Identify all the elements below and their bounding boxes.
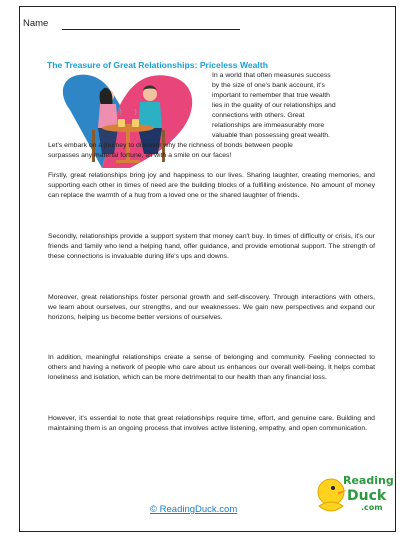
intro-line: relationships are immeasurably more xyxy=(212,122,325,129)
name-field-line[interactable] xyxy=(62,29,240,30)
intro-line: Let's embark on a journey to discover why the richness of bonds between people xyxy=(48,142,293,149)
name-label: Name xyxy=(23,18,49,29)
intro-line: In a world that often measures success xyxy=(212,72,331,79)
footer-link[interactable]: © ReadingDuck.com xyxy=(150,504,238,515)
intro-line: connections with others. Great xyxy=(212,112,305,119)
body-paragraph: However, it's essential to note that great relationships require time, effort, and genuine care. Building and maintaining them is an ongoing process that involves active listening, empathy, and open communication. xyxy=(48,415,375,432)
logo-text-reading: Reading xyxy=(343,474,394,487)
body-paragraph: Secondly, relationships provide a support system that money can't buy. In times of difficulty or crisis, it's our friends and family who lend a helping hand, offer guidance, and provide emotional support. The strength of these connections is invaluable during life's ups and downs. xyxy=(48,233,375,260)
intro-line: valuable than possessing great wealth. xyxy=(212,132,330,139)
logo-text-duck: Duck xyxy=(347,488,387,504)
body-paragraph: In addition, meaningful relationships create a sense of belonging and community. Feeling connected to others and having a network of people who care about us enhances our overall well-being. It helps combat loneliness and isolation, which can be more detrimental to our health than any financial loss. xyxy=(48,354,375,381)
body-paragraph: Moreover, great relationships foster personal growth and self-discovery. Through interactions with others, we learn about ourselves, our strengths, and our weaknesses. We gain new perspectives and expand our horizons, helping us become better versions of ourselves. xyxy=(48,294,375,321)
worksheet-title: The Treasure of Great Relationships: Priceless Wealth xyxy=(47,60,268,70)
intro-line: by the size of one's bank account, it's xyxy=(212,82,325,89)
intro-line: lies in the quality of our relationships and xyxy=(212,102,336,109)
reading-duck-logo xyxy=(313,462,394,524)
body-paragraph: Firstly, great relationships bring joy and happiness to our lives. Sharing laughter, creating memories, and supporting each other in times of need are the building blocks of a fulfilling existence. No amount of money can replace the warmth of a hug from a loved one or the shared laughter of friends. xyxy=(48,172,375,199)
intro-line: important to remember that true wealth xyxy=(212,92,330,99)
logo-text-com: .com xyxy=(361,503,383,512)
intro-line: surpasses any material fortune, all with a smile on our faces! xyxy=(48,152,232,159)
